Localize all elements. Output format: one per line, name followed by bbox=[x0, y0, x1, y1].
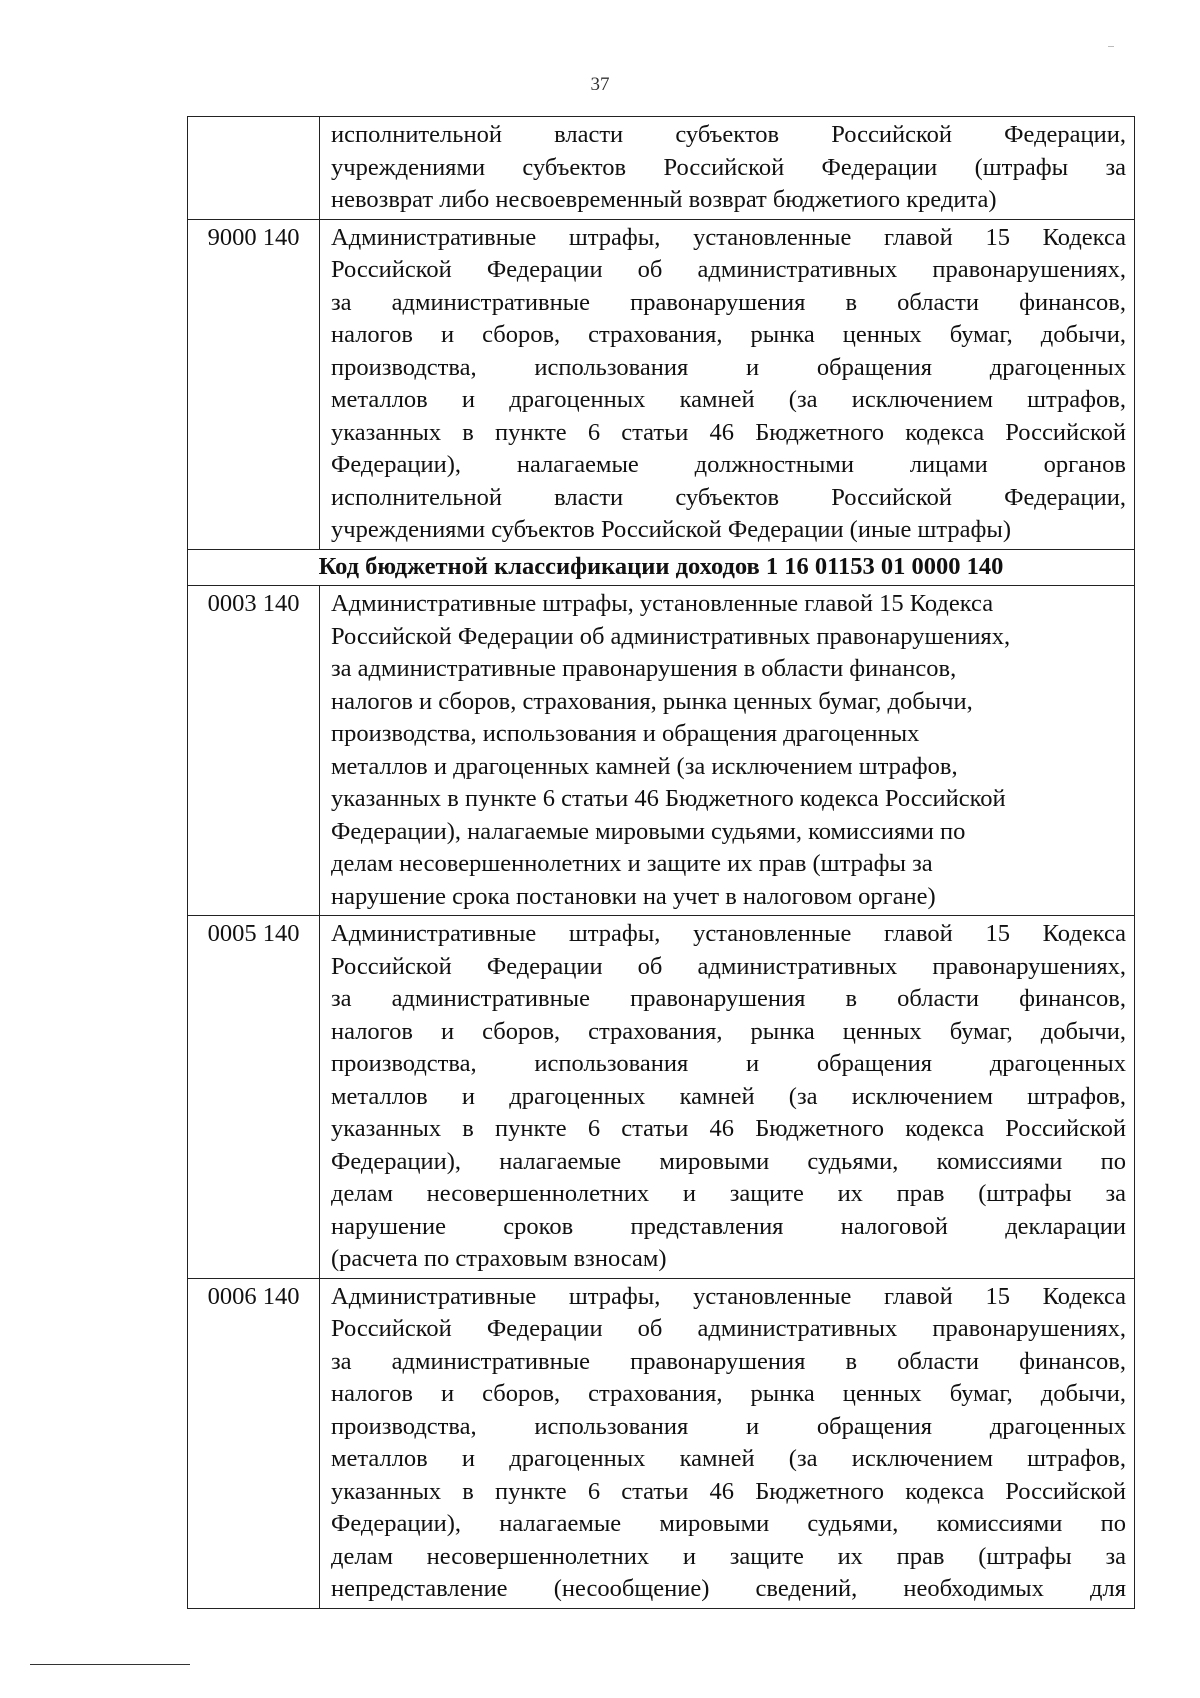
text-line: Федерации), налагаемые должностными лицами органов bbox=[331, 451, 1126, 478]
text-line: Федерации), налагаемые мировыми судьями, комиссиями по bbox=[331, 817, 966, 845]
text-line: производства, использования и обращения драгоценных bbox=[331, 353, 1126, 381]
classification-table bbox=[187, 116, 1135, 1609]
text-line: нарушение срока постановки на учет в налоговом органе) bbox=[331, 882, 936, 910]
table-row bbox=[188, 117, 1135, 220]
text-line: налогов и сборов, страхования, рынка ценных бумаг, добычи, bbox=[331, 1380, 1126, 1407]
text-line: указанных в пункте 6 статьи 46 Бюджетного кодекса Российской bbox=[331, 1477, 1126, 1505]
text-line: указанных в пункте 6 статьи 46 Бюджетного кодекса Российской bbox=[331, 785, 1006, 812]
text-line: Российской Федерации об административных правонарушениях, bbox=[331, 952, 1126, 980]
text-line: Российской Федерации об административных правонарушениях, bbox=[331, 1315, 1126, 1342]
table-row bbox=[188, 1278, 1135, 1608]
text-line: учреждениями субъектов Российской Федерации (иные штрафы) bbox=[331, 516, 1012, 543]
text-line: Российской Федерации об административных правонарушениях, bbox=[331, 256, 1126, 283]
text-line: невозврат либо несвоевременный возврат бюджетиого кредита) bbox=[331, 186, 997, 213]
description-cell bbox=[320, 916, 1135, 1279]
text-line: указанных в пункте 6 статьи 46 Бюджетного кодекса Российской bbox=[331, 418, 1126, 446]
text-line: указанных в пункте 6 статьи 46 Бюджетного кодекса Российской bbox=[331, 1115, 1126, 1142]
description-cell bbox=[320, 219, 1135, 549]
code-cell bbox=[188, 117, 320, 220]
section-heading-row bbox=[188, 549, 1135, 586]
text-line: производства, использования и обращения драгоценных bbox=[331, 720, 920, 747]
table-body bbox=[188, 117, 1135, 1609]
text-line: исполнительной власти субъектов Российской Федерации, bbox=[331, 483, 1126, 511]
table-row bbox=[188, 916, 1135, 1279]
code-cell: 0005 140 bbox=[188, 916, 320, 1279]
text-line: Федерации), налагаемые мировыми судьями, комиссиями по bbox=[331, 1147, 1126, 1175]
footnote-rule bbox=[30, 1664, 190, 1665]
text-line: налогов и сборов, страхования, рынка ценных бумаг, добычи, bbox=[331, 687, 973, 715]
text-line: (расчета по страховым взносам) bbox=[331, 1245, 667, 1272]
text-line: металлов и драгоценных камней (за исключением штрафов, bbox=[331, 1082, 1126, 1110]
text-line: Российской Федерации об административных правонарушениях, bbox=[331, 622, 1011, 650]
text-line: делам несовершеннолетних и защите их прав (штрафы за bbox=[331, 850, 933, 877]
code-cell: 9000 140 bbox=[188, 219, 320, 549]
code-cell: 0006 140 bbox=[188, 1278, 320, 1608]
text-line: производства, использования и обращения драгоценных bbox=[331, 1412, 1126, 1440]
scan-mark bbox=[1108, 46, 1114, 47]
text-line: Федерации), налагаемые мировыми судьями, комиссиями по bbox=[331, 1510, 1126, 1537]
text-line: Административные штрафы, установленные главой 15 Кодекса bbox=[331, 1282, 1126, 1310]
text-line: исполнительной власти субъектов Российской Федерации, bbox=[331, 121, 1126, 148]
page-number: 37 bbox=[590, 74, 610, 95]
text-line: металлов и драгоценных камней (за исключением штрафов, bbox=[331, 386, 1126, 413]
text-line: Административные штрафы, установленные главой 15 Кодекса bbox=[331, 590, 994, 617]
text-line: за административные правонарушения в области финансов, bbox=[331, 288, 1126, 316]
description-cell bbox=[320, 586, 1135, 916]
text-line: за административные правонарушения в области финансов, bbox=[331, 655, 957, 682]
description-cell bbox=[320, 117, 1135, 220]
text-line: металлов и драгоценных камней (за исключением штрафов, bbox=[331, 752, 958, 780]
text-line: налогов и сборов, страхования, рынка ценных бумаг, добычи, bbox=[331, 1017, 1126, 1045]
table-row bbox=[188, 219, 1135, 549]
text-line: производства, использования и обращения драгоценных bbox=[331, 1050, 1126, 1077]
text-line: делам несовершеннолетних и защите их прав (штрафы за bbox=[331, 1180, 1126, 1207]
text-line: нарушение сроков представления налоговой декларации bbox=[331, 1212, 1126, 1240]
text-line: Административные штрафы, установленные главой 15 Кодекса bbox=[331, 223, 1126, 251]
description-cell bbox=[320, 1278, 1135, 1608]
text-line: непредставление (несообщение) сведений, необходимых для bbox=[331, 1575, 1126, 1602]
code-cell: 0003 140 bbox=[188, 586, 320, 916]
text-line: за административные правонарушения в области финансов, bbox=[331, 1347, 1126, 1375]
text-line: налогов и сборов, страхования, рынка ценных бумаг, добычи, bbox=[331, 321, 1126, 348]
text-line: за административные правонарушения в области финансов, bbox=[331, 985, 1126, 1012]
section-heading: Код бюджетной классификации доходов 1 16 01153 01 0000 140 bbox=[188, 549, 1135, 586]
text-line: учреждениями субъектов Российской Федерации (штрафы за bbox=[331, 153, 1126, 181]
text-line: Административные штрафы, установленные главой 15 Кодекса bbox=[331, 920, 1126, 947]
text-line: металлов и драгоценных камней (за исключением штрафов, bbox=[331, 1445, 1126, 1472]
table-row bbox=[188, 586, 1135, 916]
text-line: делам несовершеннолетних и защите их прав (штрафы за bbox=[331, 1542, 1126, 1570]
